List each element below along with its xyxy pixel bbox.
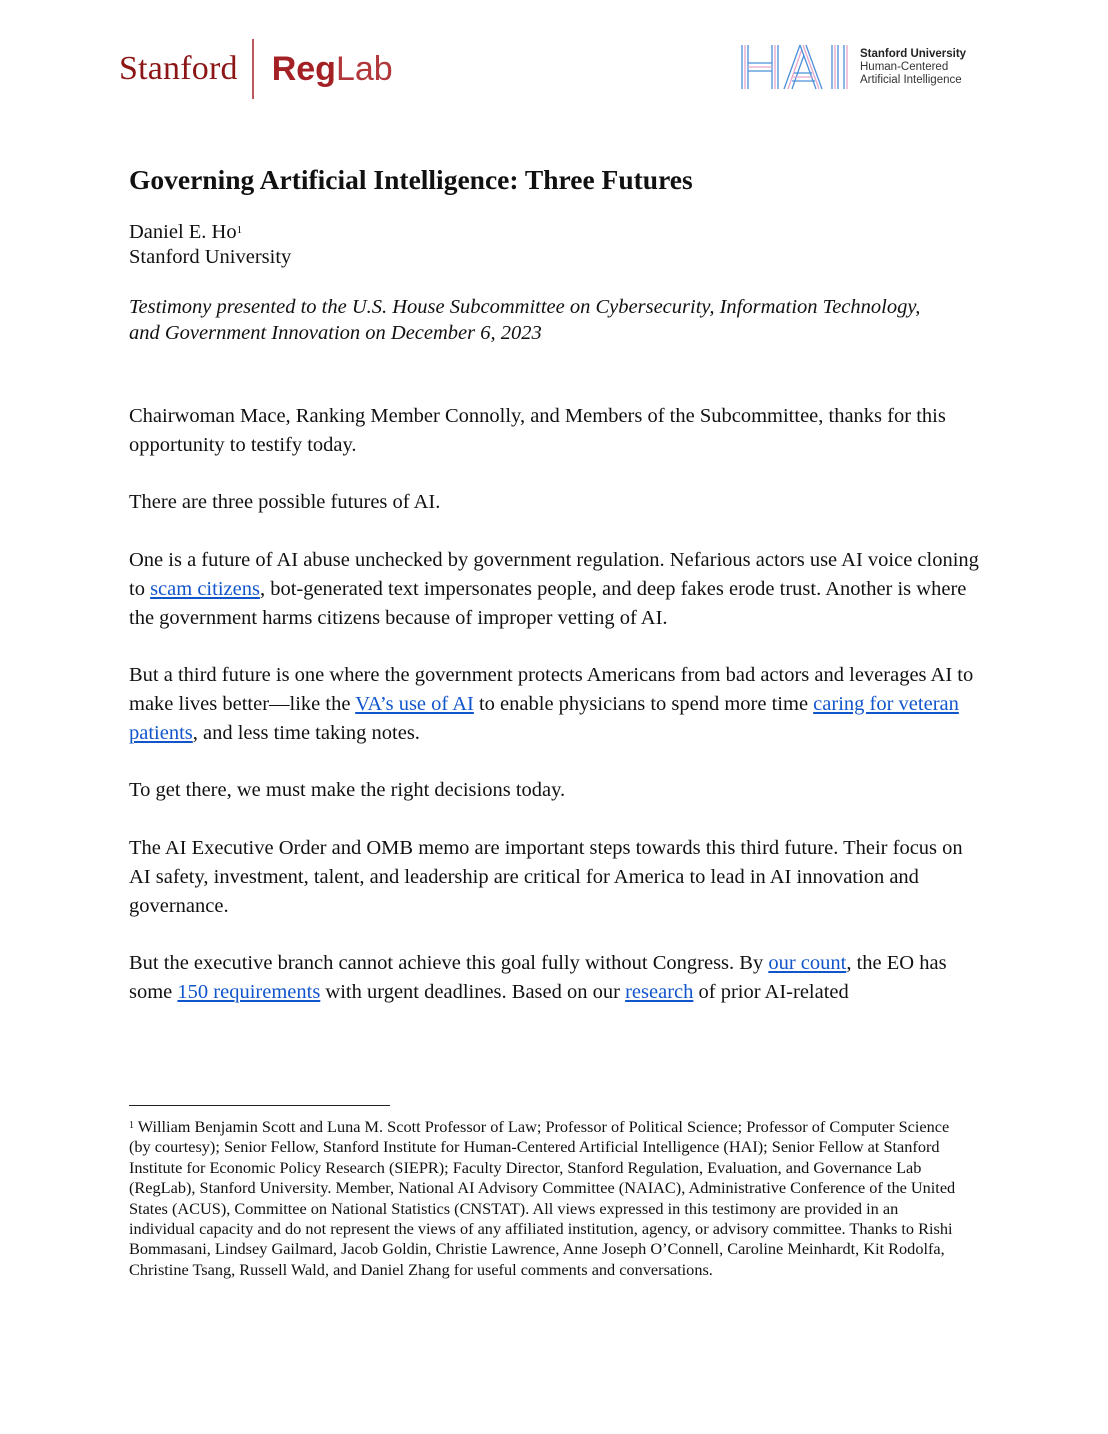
testimony-note	[129, 295, 989, 346]
paragraph-three-futures: There are three possible futures of AI.	[129, 491, 441, 513]
text-run: , the EO has some	[129, 952, 947, 1003]
author-line	[129, 220, 291, 245]
link-our-count[interactable]: our count	[768, 952, 847, 974]
reglab-wordmark	[272, 50, 393, 89]
text-run: But a third future is one where the government protects Americans from bad actors and leverages AI to make lives better—like the	[129, 664, 974, 715]
link-research[interactable]: research	[625, 980, 694, 1003]
stanford-reglab-logo	[119, 38, 393, 100]
text-run: to enable physicians to spend more time	[473, 692, 814, 715]
paragraph-congress	[129, 949, 987, 1007]
text-run: of prior AI-related	[693, 980, 849, 1003]
author-affiliation: Stanford University	[129, 246, 292, 268]
paragraph-executive-order: The AI Executive Order and OMB memo are important steps towards this third future. Their focus on AI safety, investment, talent, and leadership are critical for America to lead in AI innovation and governance.	[129, 837, 963, 917]
hai-line-ai: Artificial Intelligence	[860, 73, 962, 86]
link-scam-citizens[interactable]: scam citizens	[150, 577, 260, 600]
stanford-hai-logo	[740, 42, 966, 92]
document-title: Governing Artificial Intelligence: Three Futures	[129, 164, 693, 195]
paragraph-third-future	[129, 661, 987, 747]
footnote-ref-1[interactable]: 1	[236, 224, 243, 236]
footnote-1	[129, 1117, 959, 1280]
text-run: , bot-generated text impersonates people, and deep fakes erode trust. Another is where the government harms citizens because of improper vetting of AI.	[129, 577, 967, 629]
logo-divider	[252, 39, 254, 99]
paragraph-first-future	[129, 546, 987, 632]
footnote-mark: 1	[129, 1120, 134, 1131]
stanford-wordmark: Stanford	[119, 50, 238, 87]
testimony-line-1: Testimony presented to the U.S. House Subcommittee on Cybersecurity, Information Technology,	[129, 296, 921, 318]
hai-line-university: Stanford University	[860, 47, 967, 60]
hai-line-human-centered: Human-Centered	[860, 60, 949, 73]
hai-logo-text	[860, 48, 966, 87]
reglab-reg: Reg	[271, 49, 336, 88]
footnote-separator	[129, 1105, 390, 1106]
paragraph-get-there: To get there, we must make the right decisions today.	[129, 779, 566, 801]
footnote-text: William Benjamin Scott and Luna M. Scott Professor of Law; Professor of Political Science; Professor of Computer Science (by courtesy); Senior Fellow, Stanford Institute for Human-Centered Artificial Intelligence (HAI); Senior Fellow at Stanford Institute for Economic Policy Research (SIEPR); Faculty Director, Stanford Regulation, Evaluation, and Governance Lab (RegLab), Stanford University. Member, National AI Advisory Committee (NAIAC), Administrative Conference of the United States (ACUS), Committee on National Statistics (CNSTAT). All views expressed in this testimony are provided in an individual capacity and do not represent the views of any affiliated institution, agency, or advisory committee. Thanks to Rishi Bommasani, Lindsey Gailmard, Jacob Goldin, Christie Lawrence, Anne Joseph O’Connell, Caroline Meinhardt, Kit Rodolfa, Christine Tsang, Russell Wald, and Daniel Zhang for useful comments and conversations.	[129, 1117, 956, 1279]
link-va-use-of-ai[interactable]: VA’s use of AI	[355, 692, 474, 715]
reglab-lab: Lab	[335, 49, 393, 88]
link-150-requirements[interactable]: 150 requirements	[177, 980, 321, 1003]
author-name: Daniel E. Ho	[129, 221, 237, 243]
page-header	[0, 0, 1108, 110]
text-run: , and less time taking notes.	[192, 721, 420, 744]
text-run: But the executive branch cannot achieve this goal fully without Congress. By	[129, 952, 769, 974]
link-caring-for-veteran-patients[interactable]: caring for veteran patients	[129, 692, 959, 744]
text-run: One is a future of AI abuse unchecked by government regulation. Nefarious actors use AI voice cloning to	[129, 549, 979, 600]
paragraph-greeting: Chairwoman Mace, Ranking Member Connolly, and Members of the Subcommittee, thanks for this opportunity to testify today.	[129, 405, 946, 456]
hai-logo-mark-icon	[740, 43, 850, 91]
text-run: with urgent deadlines. Based on our	[320, 980, 626, 1003]
testimony-line-2: and Government Innovation on December 6, 2023	[129, 321, 542, 344]
author-block	[129, 220, 291, 270]
